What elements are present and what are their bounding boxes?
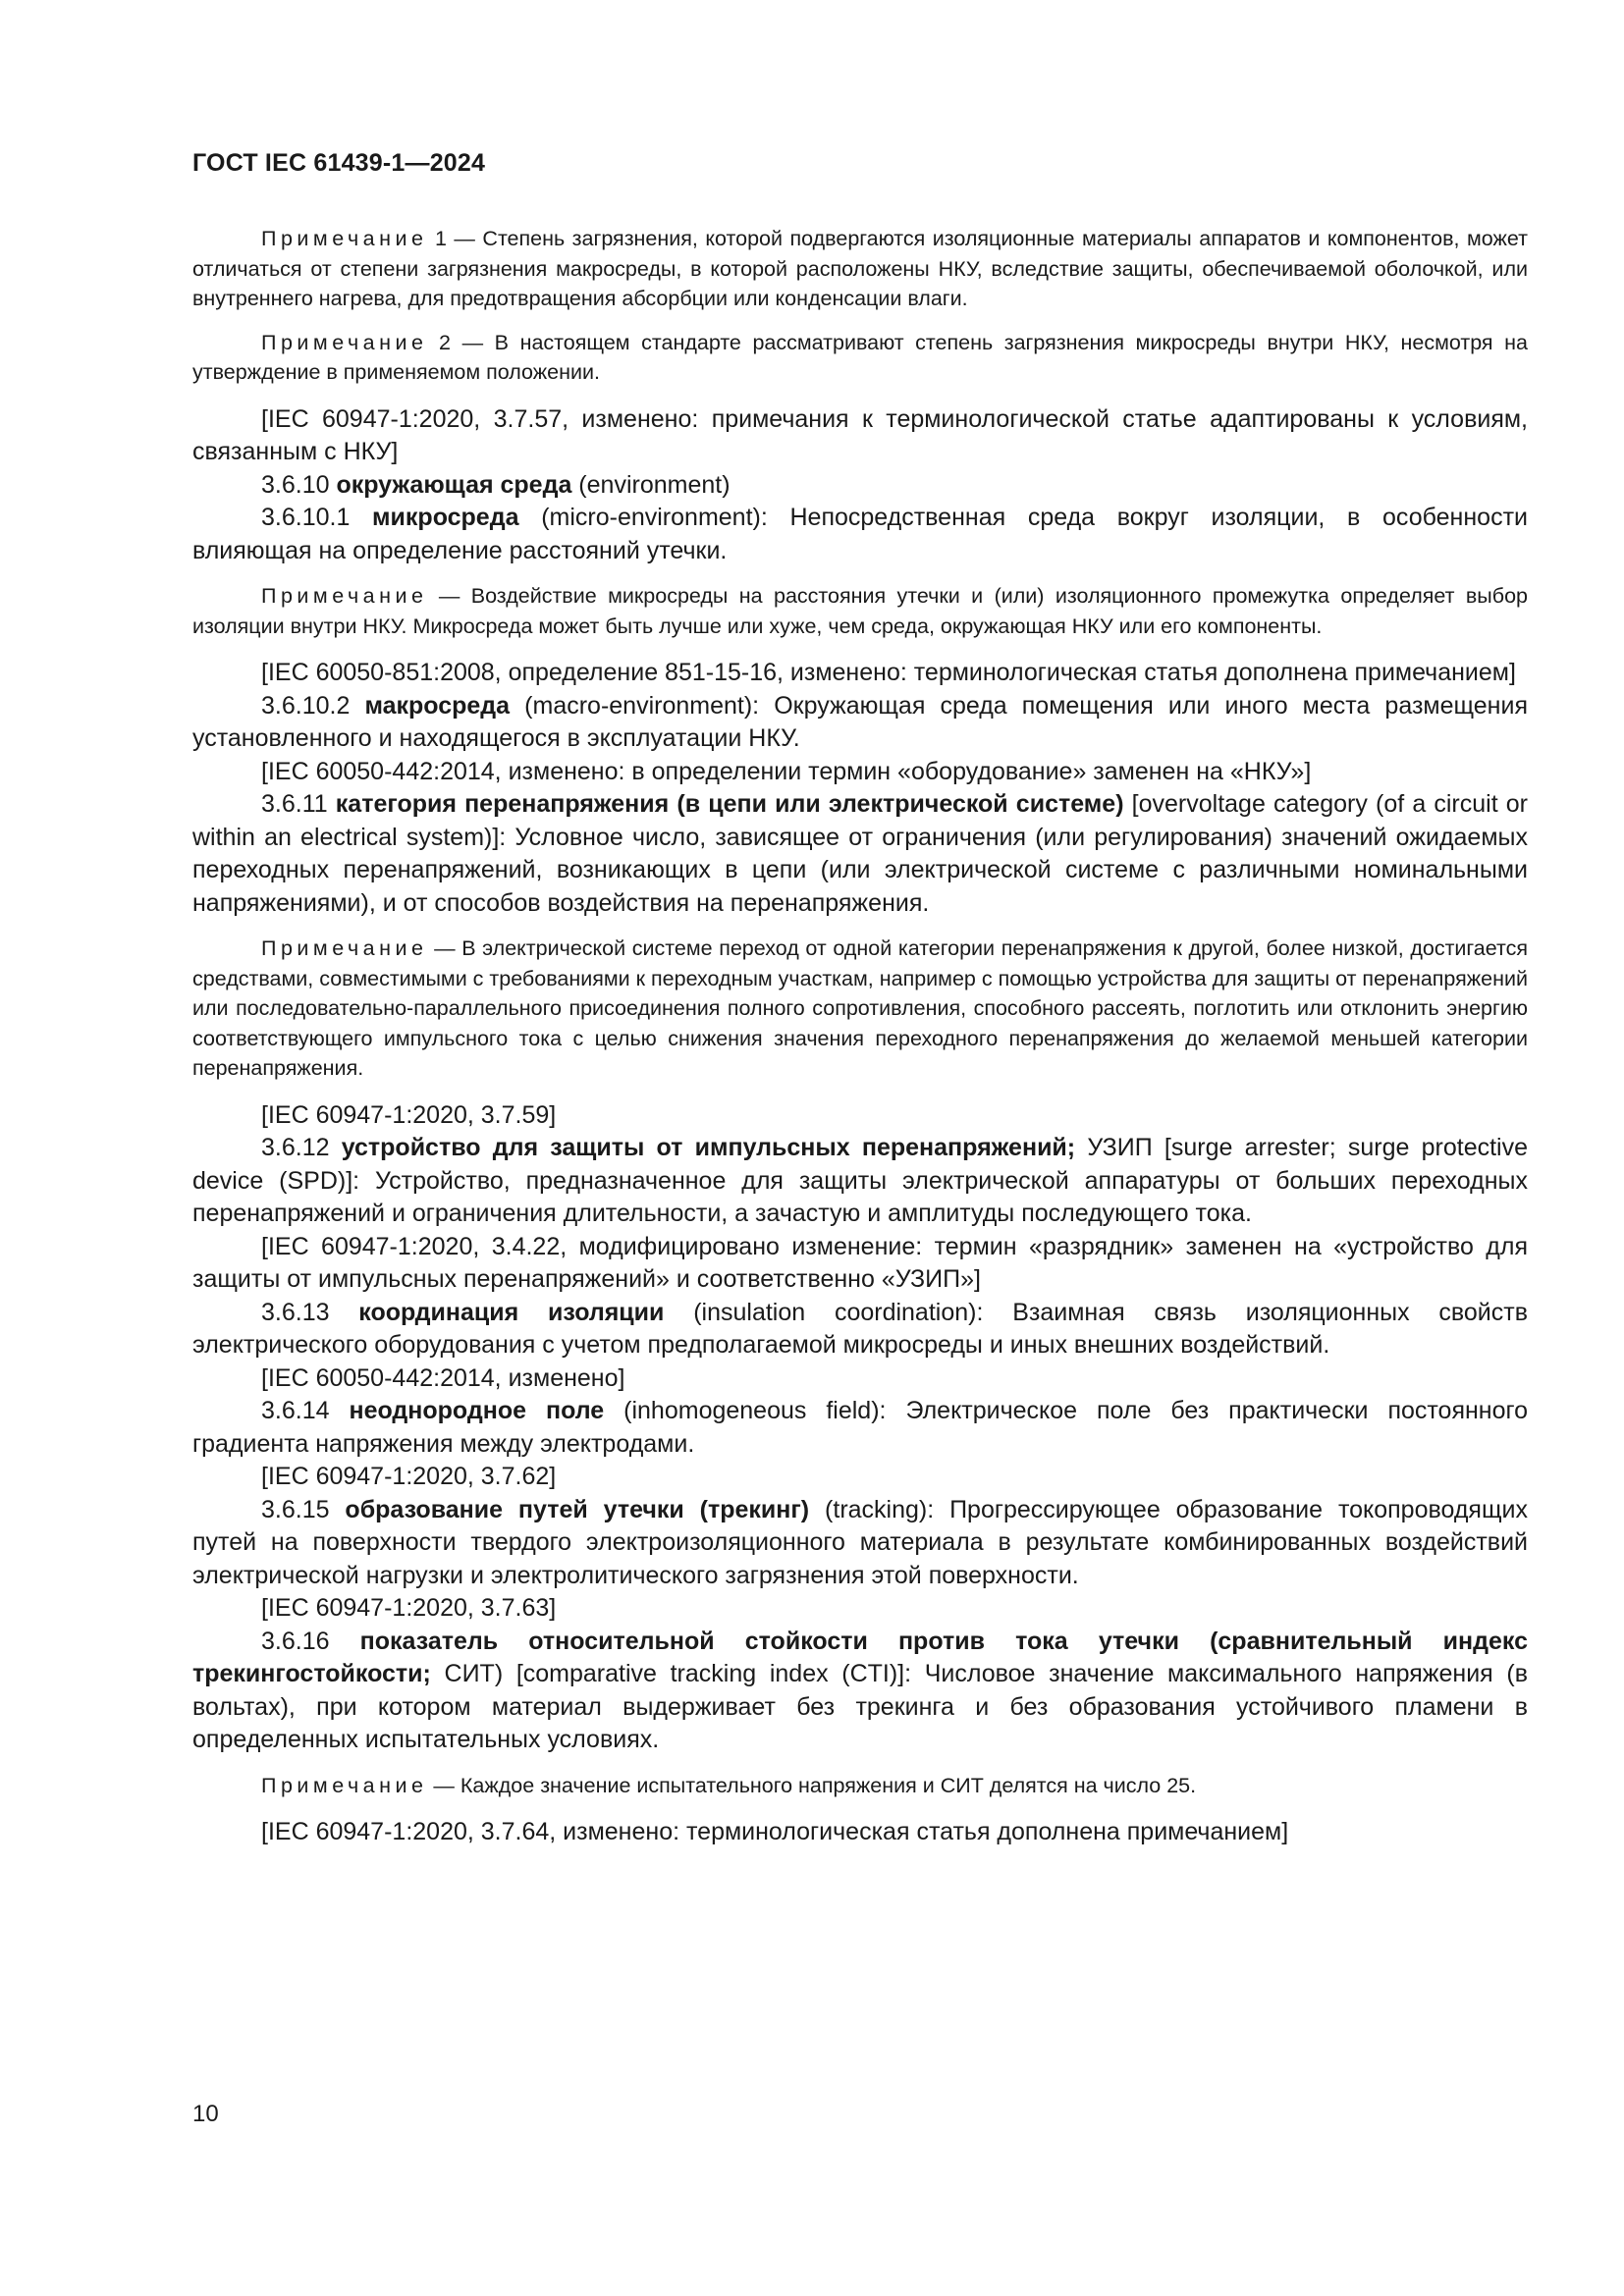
term-3-6-15: 3.6.15 образование путей утечки (трекинг) (tracking): Прогрессирующее образование токопроводящих путей на поверхности твердого электроизоляционного материала в результате комбинированных воздействий электрической нагрузки и электролитического загрязнения этой поверхности. [192, 1495, 1528, 1589]
note-5: Примечание — Каждое значение испытательного напряжения и СИТ делятся на число 25. [261, 1773, 1197, 1797]
term-3-6-12: 3.6.12 устройство для защиты от импульсных перенапряжений; УЗИП [surge arrester; surge protective device (SPD)]: Устройство, предназначенное для защиты электрической аппаратуры от больших переходных перенапряжений и ограничения длительности, а зачастую и амплитуды последующего тока. [192, 1134, 1529, 1227]
note-3: Примечание — Воздействие микросреды на расстояния утечки и (или) изоляционного промежутка определяет выбор изоляции внутри НКУ. Микросреда может быть лучше или хуже, чем среда, окружающая НКУ или его компоненты. [192, 584, 1528, 638]
reference-4: [IEC 60947-1:2020, 3.7.59] [261, 1100, 557, 1129]
reference-2: [IEC 60050-851:2008, определение 851-15-16, изменено: терминологическая статья дополнена примечанием] [261, 659, 1516, 686]
note-1: Примечание 1 — Степень загрязнения, которой подвергаются изоляционные материалы аппаратов и компонентов, может отличаться от степени загрязнения макросреды, в которой расположены НКУ, вследствие защиты, обеспечиваемой оболочкой, или внутреннего нагрева, для предотвращения абсорбции или конденсации влаги. [192, 227, 1528, 310]
reference-5: [IEC 60947-1:2020, 3.4.22, модифицировано изменение: термин «разрядник» заменен на «устройство для защиты от импульсных перенапряжений» и соответственно «УЗИП»] [192, 1232, 1528, 1293]
reference-8: [IEC 60947-1:2020, 3.7.63] [261, 1594, 557, 1622]
term-3-6-11: 3.6.11 категория перенапряжения (в цепи или электрической системе) [overvoltage category (of a circuit or within an electrical system)]: Условное число, зависящее от ограничения (или регулирования) значений ожидаемых переходных перенапряжений, возникающих в цепи (или электрической системе с различными номинальными напряжениями), и от способов воздействия на перенапряжения. [192, 790, 1528, 917]
note-2: Примечание 2 — В настоящем стандарте рассматривают степень загрязнения микросреды внутри НКУ, несмотря на утверждение в применяемом положении. [192, 330, 1528, 384]
term-3-6-10-2: 3.6.10.2 макросреда (macro-environment): Окружающая среда помещения или иного места размещения установленного и находящегося в эксплуатации НКУ. [192, 691, 1528, 752]
reference-1: [IEC 60947-1:2020, 3.7.57, изменено: примечания к терминологической статье адаптированы к условиям, связанным с НКУ] [192, 404, 1528, 465]
note-label: Примечание [261, 227, 428, 250]
reference-6: [IEC 60050-442:2014, изменено] [261, 1363, 625, 1392]
note-4: Примечание — В электрической системе переход от одной категории перенапряжения к другой, более низкой, достигается средствами, совместимыми с требованиями к переходным участкам, например с помощью устройства для защиты от перенапряжений или последовательно-параллельного присоединения полного сопротивления, способного рассеять, поглотить или отклонить энергию соответствующего импульсного тока с целью снижения значения переходного перенапряжения до желаемой меньшей категории перенапряжения. [192, 936, 1529, 1080]
document-header: ГОСТ IEC 61439-1—2024 [192, 149, 486, 177]
note-label: Примечание [261, 1773, 428, 1797]
note-label: Примечание [261, 584, 428, 608]
page-number: 10 [192, 2101, 219, 2127]
note-label: Примечание [261, 936, 428, 960]
term-3-6-10-1: 3.6.10.1 микросреда (micro-environment): Непосредственная среда вокруг изоляции, в особенности влияющая на определение расстояний утечки. [192, 504, 1528, 564]
reference-9: [IEC 60947-1:2020, 3.7.64, изменено: терминологическая статья дополнена примечанием] [261, 1818, 1289, 1845]
reference-3: [IEC 60050-442:2014, изменено: в определении термин «оборудование» заменен на «НКУ»] [261, 757, 1312, 785]
term-3-6-16: 3.6.16 показатель относительной стойкости против тока утечки (сравнительный индекс трекингостойкости; СИТ) [comparative tracking index (CTI)]: Числовое значение максимального напряжения (в вольтах), при котором материал выдерживает без трекинга и без образования устойчивого пламени в определенных испытательных условиях. [192, 1627, 1528, 1753]
term-3-6-13: 3.6.13 координация изоляции (insulation coordination): Взаимная связь изоляционных свойств электрического оборудования с учетом предполагаемой микросреды и иных внешних воздействий. [192, 1298, 1529, 1359]
term-3-6-14: 3.6.14 неоднородное поле (inhomogeneous field): Электрическое поле без практически постоянного градиента напряжения между электродами. [192, 1397, 1528, 1458]
document-content [192, 224, 1528, 1849]
note-label: Примечание [261, 330, 428, 354]
reference-7: [IEC 60947-1:2020, 3.7.62] [261, 1463, 557, 1490]
term-3-6-10: 3.6.10 окружающая среда (environment) [261, 470, 731, 499]
